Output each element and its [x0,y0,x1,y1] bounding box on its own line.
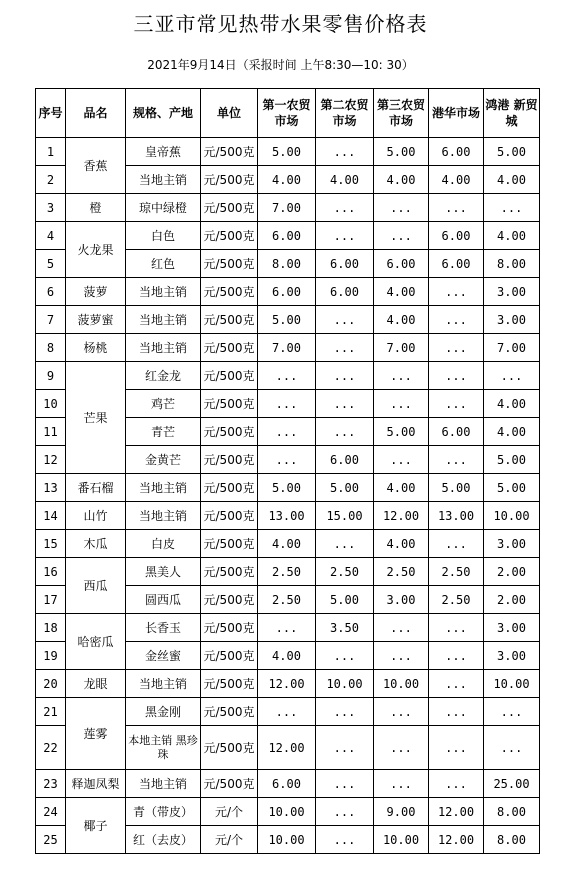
price-cell: ... [429,530,484,558]
price-cell: ... [484,698,540,726]
table-row [36,278,540,306]
price-cell: ... [258,390,316,418]
price-cell: 2.50 [429,558,484,586]
fruit-spec: 当地主销 [126,474,201,502]
price-cell: 4.00 [374,166,429,194]
unit-cell: 元/500克 [201,446,258,474]
unit-cell: 元/500克 [201,586,258,614]
price-cell: 12.00 [429,798,484,826]
price-cell: ... [429,614,484,642]
price-cell: ... [316,222,374,250]
price-cell: ... [316,418,374,446]
fruit-spec: 金黄芒 [126,446,201,474]
price-cell: ... [316,194,374,222]
fruit-spec: 黑金刚 [126,698,201,726]
price-cell: 4.00 [258,530,316,558]
price-cell: ... [484,726,540,770]
row-number: 8 [36,334,66,362]
fruit-spec: 白色 [126,222,201,250]
price-cell: 4.00 [429,166,484,194]
fruit-spec: 金丝蜜 [126,642,201,670]
table-row [36,138,540,166]
fruit-name: 莲雾 [66,698,126,770]
price-cell: 7.00 [374,334,429,362]
price-cell: 6.00 [316,446,374,474]
table-row [36,614,540,642]
price-cell: ... [429,334,484,362]
price-cell: 8.00 [484,250,540,278]
price-cell: 3.00 [484,642,540,670]
price-cell: 4.00 [374,306,429,334]
table-row [36,502,540,530]
row-number: 22 [36,726,66,770]
fruit-spec: 红色 [126,250,201,278]
unit-cell: 元/500克 [201,530,258,558]
price-cell: 4.00 [374,278,429,306]
unit-cell: 元/500克 [201,502,258,530]
fruit-spec: 青（带皮） [126,798,201,826]
fruit-spec: 皇帝蕉 [126,138,201,166]
price-cell: 4.00 [484,222,540,250]
header-name: 品名 [66,89,126,138]
price-cell: ... [316,798,374,826]
table-row [36,670,540,698]
unit-cell: 元/500克 [201,222,258,250]
row-number: 19 [36,642,66,670]
fruit-name: 山竹 [66,502,126,530]
price-cell: ... [484,194,540,222]
row-number: 4 [36,222,66,250]
unit-cell: 元/500克 [201,770,258,798]
price-cell: ... [258,362,316,390]
price-cell: ... [429,194,484,222]
price-cell: ... [316,138,374,166]
price-cell: 6.00 [429,418,484,446]
row-number: 15 [36,530,66,558]
fruit-name: 释迦凤梨 [66,770,126,798]
fruit-spec: 长香玉 [126,614,201,642]
fruit-name: 龙眼 [66,670,126,698]
price-cell: 3.00 [484,614,540,642]
table-row [36,474,540,502]
table-row [36,306,540,334]
price-cell: ... [258,446,316,474]
header-market-1: 第一农贸市场 [258,89,316,138]
price-cell: 15.00 [316,502,374,530]
fruit-name: 火龙果 [66,222,126,278]
price-cell: 3.00 [484,530,540,558]
price-cell: 8.00 [258,250,316,278]
unit-cell: 元/500克 [201,474,258,502]
table-row [36,798,540,826]
row-number: 5 [36,250,66,278]
price-cell: 7.00 [258,334,316,362]
price-cell: 12.00 [374,502,429,530]
price-cell: ... [429,642,484,670]
price-cell: ... [429,278,484,306]
price-cell: 6.00 [429,250,484,278]
row-number: 16 [36,558,66,586]
price-cell: 3.50 [316,614,374,642]
price-cell: ... [258,614,316,642]
fruit-spec: 黑美人 [126,558,201,586]
row-number: 17 [36,586,66,614]
unit-cell: 元/500克 [201,726,258,770]
fruit-spec: 当地主销 [126,670,201,698]
price-cell: 2.00 [484,558,540,586]
price-cell: 9.00 [374,798,429,826]
price-cell: ... [316,642,374,670]
fruit-name: 橙 [66,194,126,222]
row-number: 23 [36,770,66,798]
fruit-name: 菠萝 [66,278,126,306]
price-cell: 10.00 [374,670,429,698]
header-gangwah: 港华市场 [429,89,484,138]
price-cell: ... [374,362,429,390]
fruit-name: 菠萝蜜 [66,306,126,334]
price-cell: ... [374,194,429,222]
price-cell: ... [316,390,374,418]
fruit-name: 椰子 [66,798,126,854]
price-cell: 2.50 [429,586,484,614]
price-cell: 3.00 [374,586,429,614]
price-cell: ... [316,362,374,390]
fruit-spec: 红金龙 [126,362,201,390]
unit-cell: 元/500克 [201,390,258,418]
row-number: 11 [36,418,66,446]
fruit-spec: 鸡芒 [126,390,201,418]
fruit-spec: 白皮 [126,530,201,558]
price-cell: 6.00 [316,250,374,278]
fruit-spec: 当地主销 [126,278,201,306]
price-cell: ... [374,390,429,418]
unit-cell: 元/500克 [201,362,258,390]
price-cell: ... [484,362,540,390]
row-number: 25 [36,826,66,854]
price-cell: 6.00 [429,222,484,250]
row-number: 3 [36,194,66,222]
price-cell: 3.00 [484,278,540,306]
price-cell: ... [316,726,374,770]
price-cell: 5.00 [374,418,429,446]
price-cell: ... [316,770,374,798]
price-cell: ... [429,362,484,390]
price-cell: 7.00 [258,194,316,222]
price-cell: 4.00 [258,642,316,670]
fruit-spec: 当地主销 [126,306,201,334]
price-cell: 8.00 [484,826,540,854]
price-cell: 5.00 [484,446,540,474]
price-cell: 5.00 [484,474,540,502]
page-title: 三亚市常见热带水果零售价格表 [133,12,428,36]
price-cell: ... [258,698,316,726]
header-unit: 单位 [201,89,258,138]
fruit-spec: 本地主销 黑珍珠 [126,726,201,770]
table-header-row [36,89,540,138]
unit-cell: 元/500克 [201,250,258,278]
price-cell: 2.50 [316,558,374,586]
price-cell: ... [374,222,429,250]
fruit-spec: 当地主销 [126,770,201,798]
price-cell: 6.00 [374,250,429,278]
unit-cell: 元/500克 [201,670,258,698]
unit-cell: 元/500克 [201,306,258,334]
header-market-3: 第三农贸市场 [374,89,429,138]
fruit-name: 哈密瓜 [66,614,126,670]
price-cell: 10.00 [258,798,316,826]
row-number: 1 [36,138,66,166]
price-cell: 10.00 [374,826,429,854]
price-table [35,88,540,854]
price-cell: 10.00 [316,670,374,698]
row-number: 12 [36,446,66,474]
unit-cell: 元/500克 [201,278,258,306]
unit-cell: 元/500克 [201,334,258,362]
header-honggang: 鸿港 新贸城 [484,89,540,138]
price-cell: ... [316,530,374,558]
price-cell: 4.00 [316,166,374,194]
price-cell: 5.00 [258,474,316,502]
row-number: 9 [36,362,66,390]
price-cell: 3.00 [484,306,540,334]
unit-cell: 元/500克 [201,418,258,446]
price-cell: 7.00 [484,334,540,362]
header-market-2: 第二农贸市场 [316,89,374,138]
row-number: 10 [36,390,66,418]
row-number: 13 [36,474,66,502]
unit-cell: 元/500克 [201,194,258,222]
fruit-spec: 当地主销 [126,334,201,362]
table-row [36,558,540,586]
fruit-name: 番石榴 [66,474,126,502]
price-cell: 13.00 [258,502,316,530]
price-cell: 10.00 [484,670,540,698]
price-cell: 13.00 [429,502,484,530]
unit-cell: 元/个 [201,826,258,854]
price-cell: 5.00 [374,138,429,166]
price-cell: 6.00 [429,138,484,166]
fruit-name: 杨桃 [66,334,126,362]
row-number: 7 [36,306,66,334]
price-cell: 4.00 [484,390,540,418]
table-row [36,770,540,798]
price-cell: ... [258,418,316,446]
price-cell: 4.00 [374,474,429,502]
fruit-spec: 琼中绿橙 [126,194,201,222]
price-cell: ... [429,446,484,474]
fruit-spec: 当地主销 [126,502,201,530]
row-number: 21 [36,698,66,726]
unit-cell: 元/500克 [201,698,258,726]
price-cell: ... [429,770,484,798]
header-spec: 规格、产地 [126,89,201,138]
report-date: 2021年9月14日（采报时间 上午8:30—10: 30） [147,58,414,72]
unit-cell: 元/500克 [201,642,258,670]
price-cell: 10.00 [484,502,540,530]
price-cell: 2.50 [258,586,316,614]
price-cell: 12.00 [258,726,316,770]
price-cell: ... [429,306,484,334]
price-cell: 2.50 [374,558,429,586]
fruit-name: 芒果 [66,362,126,474]
fruit-name: 西瓜 [66,558,126,614]
unit-cell: 元/500克 [201,558,258,586]
price-cell: ... [316,334,374,362]
price-cell: ... [374,770,429,798]
price-cell: ... [374,614,429,642]
price-cell: 5.00 [429,474,484,502]
fruit-spec: 圆西瓜 [126,586,201,614]
price-cell: ... [429,670,484,698]
table-row [36,698,540,726]
fruit-name: 香蕉 [66,138,126,194]
price-cell: 6.00 [258,278,316,306]
row-number: 20 [36,670,66,698]
price-cell: 4.00 [258,166,316,194]
row-number: 18 [36,614,66,642]
price-cell: 6.00 [258,770,316,798]
price-cell: ... [374,726,429,770]
unit-cell: 元/个 [201,798,258,826]
price-cell: ... [374,698,429,726]
price-cell: 12.00 [258,670,316,698]
table-row [36,334,540,362]
price-cell: ... [374,642,429,670]
price-cell: 5.00 [258,306,316,334]
price-cell: 10.00 [258,826,316,854]
table-row [36,222,540,250]
price-cell: ... [429,726,484,770]
price-cell: 5.00 [316,474,374,502]
unit-cell: 元/500克 [201,166,258,194]
price-cell: 4.00 [484,418,540,446]
table-row [36,530,540,558]
price-cell: ... [429,698,484,726]
price-cell: 2.50 [258,558,316,586]
fruit-spec: 青芒 [126,418,201,446]
table-row [36,362,540,390]
price-cell: ... [316,826,374,854]
fruit-name: 木瓜 [66,530,126,558]
price-cell: 12.00 [429,826,484,854]
price-cell: 2.00 [484,586,540,614]
price-cell: ... [429,390,484,418]
row-number: 14 [36,502,66,530]
price-cell: ... [316,698,374,726]
price-cell: 5.00 [484,138,540,166]
price-cell: 5.00 [316,586,374,614]
unit-cell: 元/500克 [201,138,258,166]
header-no: 序号 [36,89,66,138]
row-number: 2 [36,166,66,194]
price-cell: 4.00 [484,166,540,194]
row-number: 6 [36,278,66,306]
price-cell: ... [374,446,429,474]
price-cell: 25.00 [484,770,540,798]
price-cell: 8.00 [484,798,540,826]
price-cell: 5.00 [258,138,316,166]
unit-cell: 元/500克 [201,614,258,642]
table-row [36,194,540,222]
price-cell: ... [316,306,374,334]
price-cell: 4.00 [374,530,429,558]
fruit-spec: 当地主销 [126,166,201,194]
fruit-spec: 红（去皮） [126,826,201,854]
row-number: 24 [36,798,66,826]
price-cell: 6.00 [316,278,374,306]
price-cell: 6.00 [258,222,316,250]
